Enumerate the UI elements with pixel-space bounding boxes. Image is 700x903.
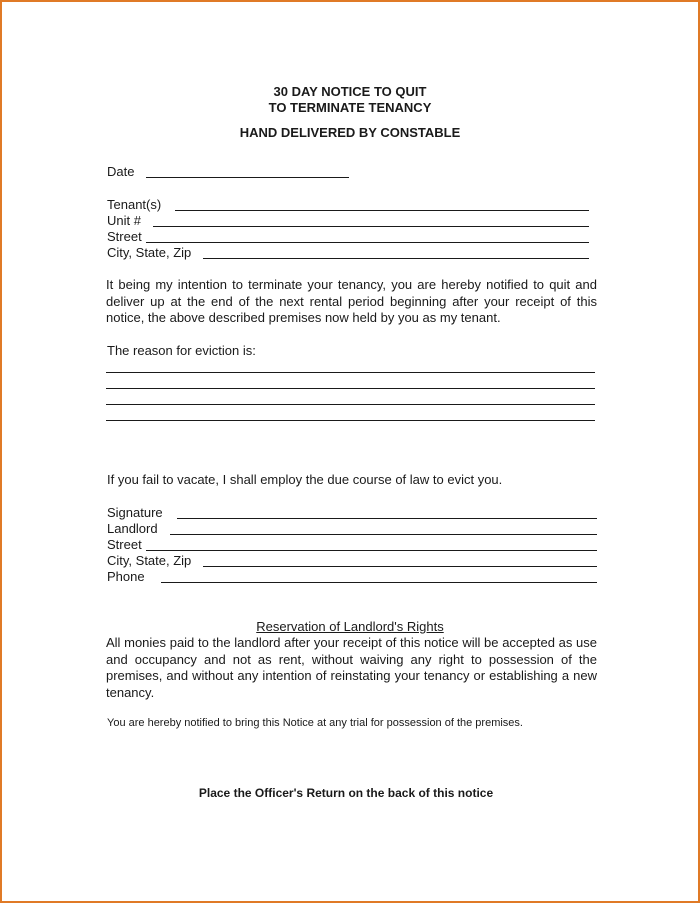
phone-label: Phone <box>107 569 145 584</box>
notice-paragraph: It being my intention to terminate your tenancy, you are hereby notified to quit and deliver up at the end of the next rental period beginning after your receipt of this notice, the above described premises now held by you as my tenant. <box>106 277 597 325</box>
tenants-label: Tenant(s) <box>107 197 162 212</box>
reservation-heading: Reservation of Landlord's Rights <box>256 619 444 634</box>
landlord-city-label: City, State, Zip <box>107 553 192 568</box>
landlord-street-line[interactable] <box>146 550 597 551</box>
date-label: Date <box>107 164 135 179</box>
reason-line-1[interactable] <box>106 372 595 373</box>
reason-line-4[interactable] <box>106 420 595 421</box>
signature-label: Signature <box>107 505 163 520</box>
eviction-reason-label: The reason for eviction is: <box>107 343 256 358</box>
tenant-city-line[interactable] <box>203 258 589 259</box>
reason-line-3[interactable] <box>106 404 595 405</box>
landlord-street-label: Street <box>107 537 142 552</box>
reason-line-2[interactable] <box>106 388 595 389</box>
vacate-statement: If you fail to vacate, I shall employ the due course of law to evict you. <box>107 472 503 487</box>
unit-label: Unit # <box>107 213 141 228</box>
subtitle: HAND DELIVERED BY CONSTABLE <box>239 125 461 140</box>
unit-line[interactable] <box>153 226 589 227</box>
reservation-body: All monies paid to the landlord after your receipt of this notice will be accepted as use and occupancy and not as rent, without waiving any right to possession of the premises, and without any intention of reinstating your tenancy or establishing a new tenancy. <box>106 635 597 700</box>
landlord-city-line[interactable] <box>203 566 597 567</box>
tenant-street-label: Street <box>107 229 142 244</box>
signature-line[interactable] <box>177 518 597 519</box>
tenant-city-label: City, State, Zip <box>107 245 192 260</box>
title-line-2: TO TERMINATE TENANCY <box>268 100 432 115</box>
landlord-line[interactable] <box>170 534 597 535</box>
landlord-label: Landlord <box>107 521 158 536</box>
footer-instruction: Place the Officer's Return on the back of this notice <box>198 786 494 800</box>
title-line-1: 30 DAY NOTICE TO QUIT <box>273 84 427 99</box>
tenants-line[interactable] <box>175 210 589 211</box>
tenant-street-line[interactable] <box>146 242 589 243</box>
trial-notice: You are hereby notified to bring this Notice at any trial for possession of the premises. <box>107 717 523 729</box>
phone-line[interactable] <box>161 582 597 583</box>
date-line[interactable] <box>146 177 349 178</box>
